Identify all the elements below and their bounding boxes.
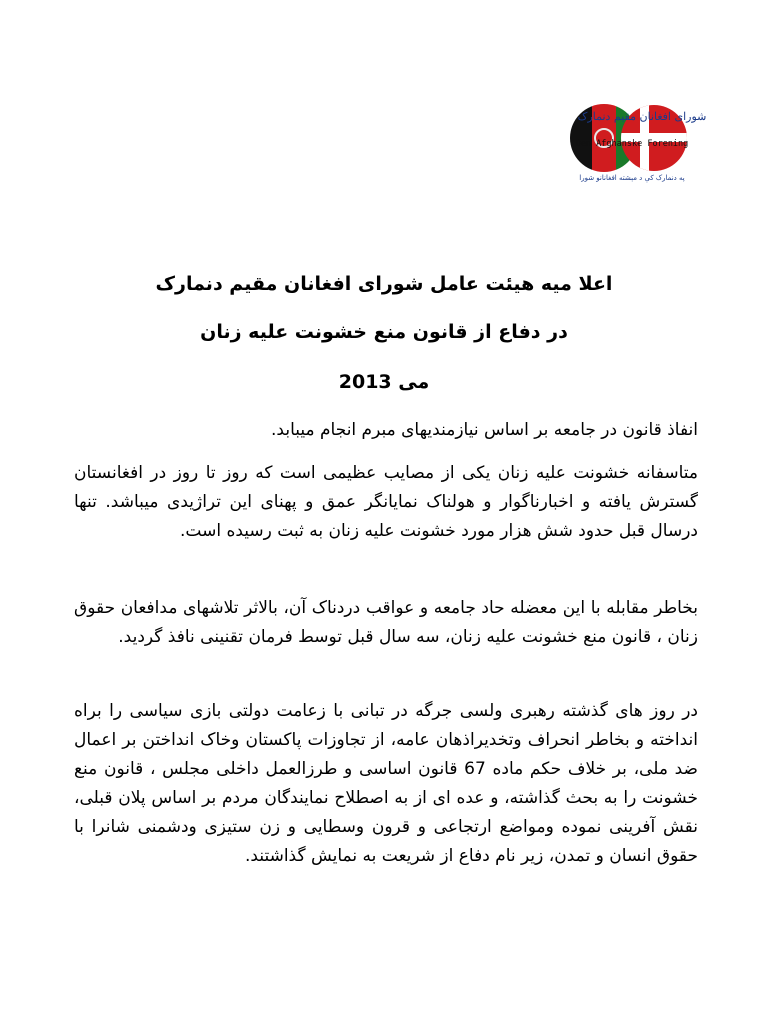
paragraph-parliament-debate: در روز های گذشته رهبری ولسی جرگه در تبانی با زعامت دولتی بازی سیاسی را براه انداخته و بخاطر انحراف وتخدیراذهان عامه، از تجاوزات پاکستان وخاک انداختن بر اعمال ضد ملی، بر خلاف حکم ماده 67 قانون اساسی و طرزالعمل داخلی مجلس ، قانون منع خشونت را به بحث گذاشته، و عده ای از به اصطلاح نمایندگان مردم بر اساس پلان قبلی، نقش آفرینی نموده ومواضع ارتجاعی و قرون وسطایی و زن ستیزی ودشمنی شانرا با حقوق انسان و تمدن، زیر نام دفاع از شریعت به نمایش گذاشتند. xyxy=(74,701,698,866)
organization-logo xyxy=(562,100,707,184)
paragraph-intro: انفاذ قانون در جامعه بر اساس نیازمندیهای مبرم انجام میبابد. xyxy=(271,420,698,440)
logo-emblem xyxy=(562,100,707,184)
paragraph-law-enactment: بخاطر مقابله با این معضله حاد جامعه و عواقب دردناک آن، بالاثر تلاشهای مدافعان حقوق زنان ، قانون منع خشونت علیه زنان، سه سال قبل توسط فرمان تقنینی نافذ گردید. xyxy=(74,598,698,647)
announcement-title: اعلا میه هیئت عامل شورای افغانان مقیم دنمارک xyxy=(155,273,613,295)
announcement-date: می 2013 xyxy=(338,371,430,393)
logo-tagline: په دنمارک کې د مېشته افغانانو شورا xyxy=(579,174,685,182)
logo-arabic-text: شورای افغانان مقیم دنمارک xyxy=(577,110,707,123)
paragraph-violence-statistics: متاسفانه خشونت علیه زنان یکی از مصایب عظیمی است که روز تا روز در افغانستان گسترش یافته و اخبارناگوار و هولناک نمایانگر عمق و پهنای این تراژیدی میباشد. تنها درسال قبل حدود شش هزار مورد خشونت علیه زنان به ثبت رسیده است. xyxy=(74,463,698,541)
logo-latin-text: Den Afghanske Forening xyxy=(575,139,689,149)
announcement-subtitle: در دفاع از قانون منع خشونت علیه زنان xyxy=(200,321,568,343)
